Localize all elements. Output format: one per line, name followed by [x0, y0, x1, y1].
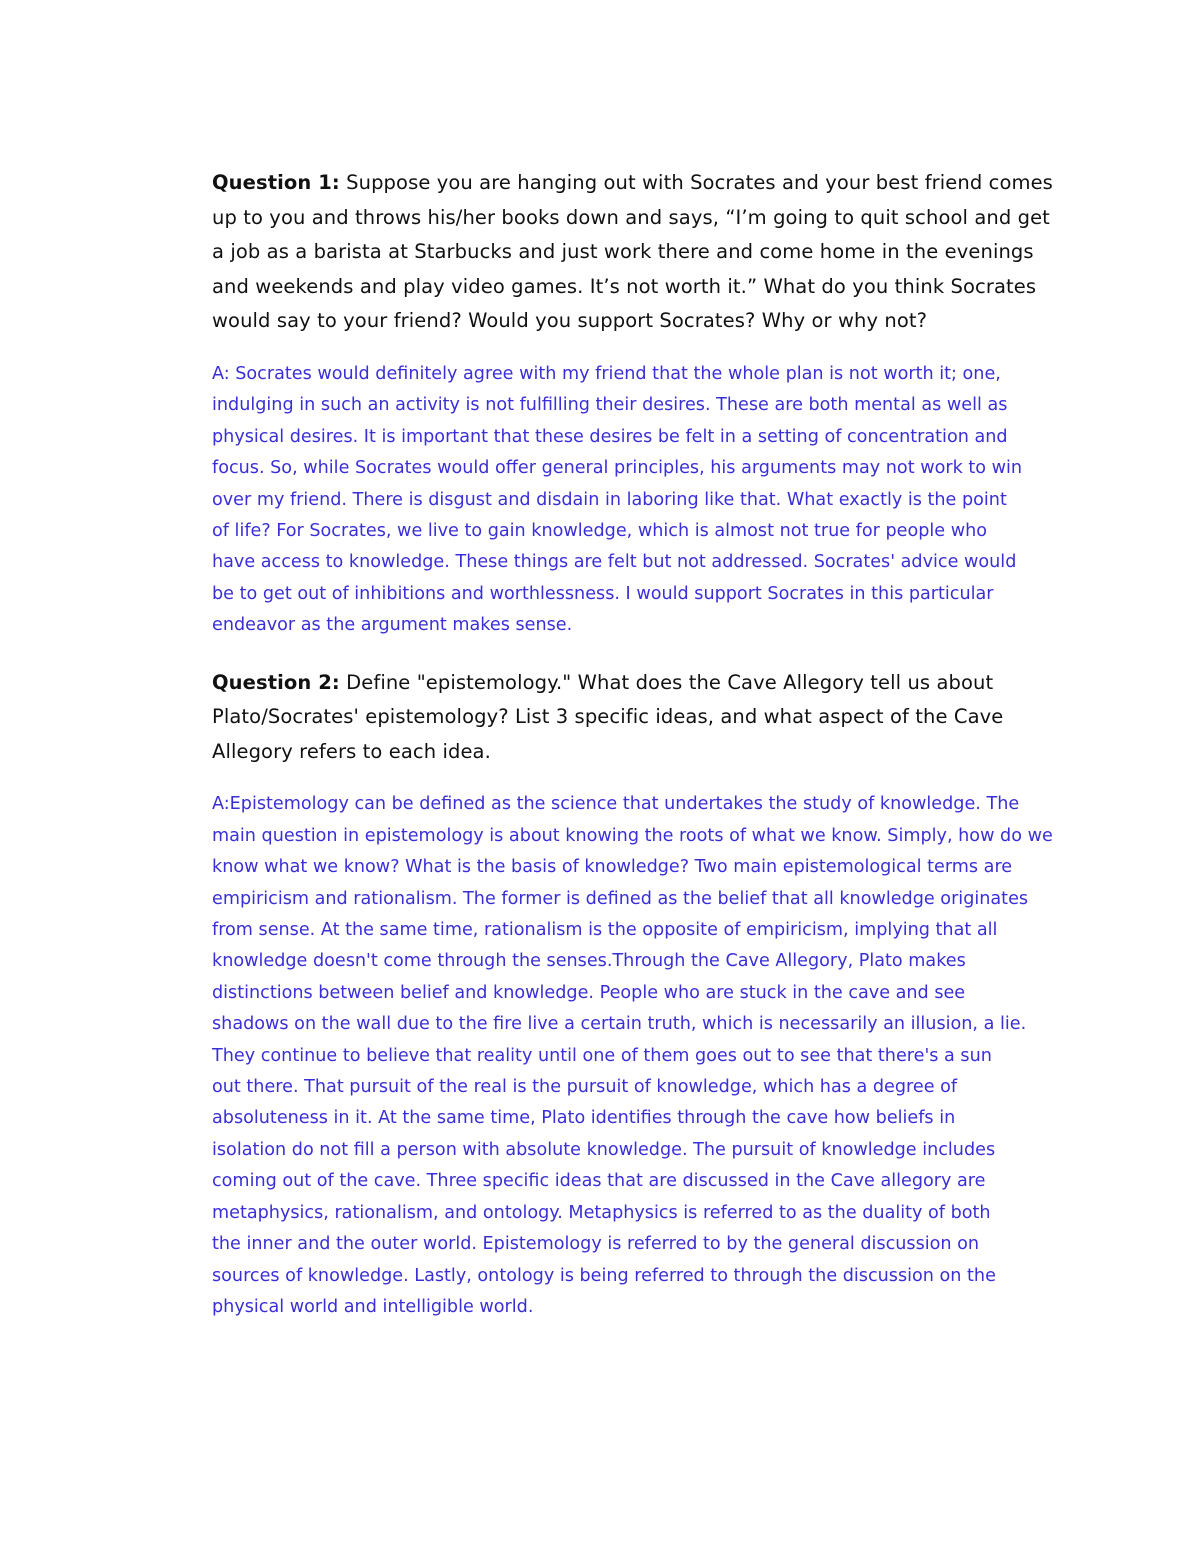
question-1-line-2: up to you and throws his/her books down and says, “I’m going to quit school and get	[212, 205, 1050, 229]
question-2-text: Define "epistemology." What does the Cave Allegory tell us about	[339, 670, 994, 694]
answer-1-line-7: have access to knowledge. These things are felt but not addressed. Socrates' advice would	[212, 552, 1017, 573]
answer-1-line-2: indulging in such an activity is not fulfilling their desires. These are both mental as well as	[212, 395, 1008, 416]
question-1-line-4: and weekends and play video games. It’s not worth it.” What do you think Socrates	[212, 274, 1037, 298]
question-1-text: Suppose you are hanging out with Socrates and your best friend comes	[339, 171, 1053, 194]
answer-2-line-4: empiricism and rationalism. The former is defined as the belief that all knowledge originates	[212, 888, 1029, 909]
question-1	[212, 166, 1072, 339]
question-1-line-1	[212, 166, 1072, 201]
answer-2-line-1: A:Epistemology can be defined as the science that undertakes the study of knowledge. The	[212, 794, 1020, 815]
answer-2	[212, 789, 1072, 1323]
answer-2-line-6: knowledge doesn't come through the senses.Through the Cave Allegory, Plato makes	[212, 951, 966, 972]
answer-2-line-8: shadows on the wall due to the fire live a certain truth, which is necessarily an illusion, a lie.	[212, 1014, 1027, 1035]
answer-2-line-9: They continue to believe that reality until one of them goes out to see that there's a sun	[212, 1045, 992, 1066]
question-2-line-1	[212, 666, 1072, 701]
answer-2-line-5: from sense. At the same time, rationalism is the opposite of empiricism, implying that all	[212, 920, 998, 941]
answer-2-line-16: sources of knowledge. Lastly, ontology is being referred to through the discussion on the	[212, 1265, 996, 1286]
answer-2-line-15: the inner and the outer world. Epistemology is referred to by the general discussion on	[212, 1234, 980, 1255]
answer-2-line-11: absoluteness in it. At the same time, Plato identifies through the cave how beliefs in	[212, 1108, 956, 1129]
answer-2-line-3: know what we know? What is the basis of knowledge? Two main epistemological terms are	[212, 857, 1013, 878]
question-1-line-3: a job as a barista at Starbucks and just work there and come home in the evenings	[212, 240, 1034, 264]
document-page	[212, 166, 1072, 1347]
answer-1-line-5: over my friend. There is disgust and disdain in laboring like that. What exactly is the point	[212, 489, 1007, 510]
answer-2-line-12: isolation do not fill a person with absolute knowledge. The pursuit of knowledge includes	[212, 1139, 996, 1160]
question-1-label: Question 1:	[212, 171, 340, 194]
answer-1-line-6: of life? For Socrates, we live to gain knowledge, which is almost not true for people who	[212, 521, 987, 541]
question-1-line-5: would say to your friend? Would you support Socrates? Why or why not?	[212, 309, 928, 333]
question-2-line-3: Allegory refers to each idea.	[212, 739, 491, 763]
question-2-label: Question 2:	[212, 670, 340, 694]
answer-1	[212, 359, 1072, 642]
answer-1-line-9: endeavor as the argument makes sense.	[212, 615, 573, 636]
answer-1-line-3: physical desires. It is important that these desires be felt in a setting of concentration and	[212, 426, 1008, 447]
answer-1-line-4: focus. So, while Socrates would offer general principles, his arguments may not work to win	[212, 458, 1023, 479]
answer-1-line-1: A: Socrates would definitely agree with my friend that the whole plan is not worth it; one,	[212, 363, 1001, 384]
answer-2-line-2: main question in epistemology is about knowing the roots of what we know. Simply, how do we	[212, 825, 1053, 846]
answer-1-line-8: be to get out of inhibitions and worthlessness. I would support Socrates in this particular	[212, 583, 994, 604]
answer-2-line-7: distinctions between belief and knowledge. People who are stuck in the cave and see	[212, 982, 966, 1003]
answer-2-line-14: metaphysics, rationalism, and ontology. Metaphysics is referred to as the duality of both	[212, 1202, 991, 1223]
question-2-line-2: Plato/Socrates' epistemology? List 3 specific ideas, and what aspect of the Cave	[212, 705, 1004, 729]
answer-2-line-17: physical world and intelligible world.	[212, 1296, 534, 1317]
question-2	[212, 666, 1072, 770]
answer-2-line-13: coming out of the cave. Three specific ideas that are discussed in the Cave allegory are	[212, 1171, 986, 1192]
answer-2-line-10: out there. That pursuit of the real is the pursuit of knowledge, which has a degree of	[212, 1077, 958, 1098]
